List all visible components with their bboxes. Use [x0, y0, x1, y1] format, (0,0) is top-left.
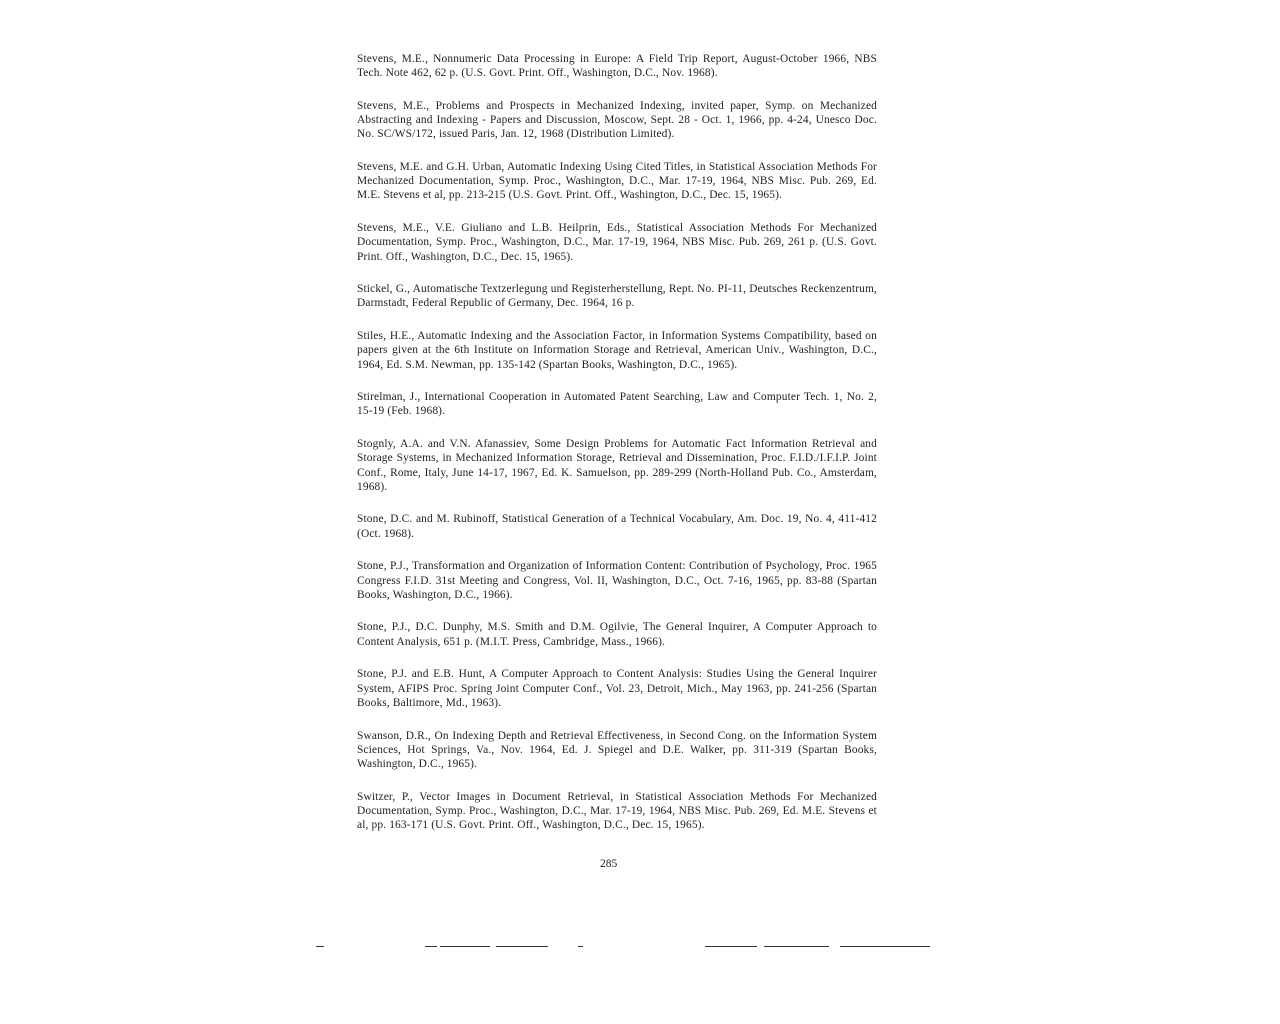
reference-entry: Stevens, M.E. and G.H. Urban, Automatic Indexing Using Cited Titles, in Statistical Association Methods For Mechanized Documentation, Symp. Proc., Washington, D.C., Mar. 17-19, 1964, NBS Misc. Pub. 269, Ed. M.E. Stevens et al, pp. 213-215 (U.S. Govt. Print. Off., Washington, D.C., Dec. 15, 1965). [357, 161, 877, 202]
scan-line [440, 946, 490, 947]
reference-list [357, 52, 877, 851]
reference-entry: Stone, P.J., D.C. Dunphy, M.S. Smith and D.M. Ogilvie, The General Inquirer, A Computer Approach to Content Analysis, 651 p. (M.I.T. Press, Cambridge, Mass., 1966). [357, 621, 877, 648]
reference-entry: Stiles, H.E., Automatic Indexing and the Association Factor, in Information Systems Compatibility, based on papers given at the 6th Institute on Information Storage and Retrieval, American Univ., Washington, D.C., 1964, Ed. S.M. Newman, pp. 135-142 (Spartan Books, Washington, D.C., 1965). [357, 330, 877, 371]
reference-entry: Stone, P.J. and E.B. Hunt, A Computer Approach to Content Analysis: Studies Using the General Inquirer System, AFIPS Proc. Spring Joint Computer Conf., Vol. 23, Detroit, Mich., May 1963, pp. 241-256 (Spartan Books, Baltimore, Md., 1963). [357, 668, 877, 709]
reference-entry: Swanson, D.R., On Indexing Depth and Retrieval Effectiveness, in Second Cong. on the Information System Sciences, Hot Springs, Va., Nov. 1964, Ed. J. Spiegel and D.E. Walker, pp. 311-319 (Spartan Books, Washington, D.C., 1965). [357, 729, 877, 770]
reference-entry: Switzer, P., Vector Images in Document Retrieval, in Statistical Association Methods For Mechanized Documentation, Symp. Proc., Washington, D.C., Mar. 17-19, 1964, NBS Misc. Pub. 269, Ed. M.E. Stevens et al, pp. 163-171 (U.S. Govt. Print. Off., Washington, D.C., Dec. 15, 1965). [357, 790, 877, 832]
reference-entry: Stickel, G., Automatische Textzerlegung und Registerherstellung, Rept. No. PI-11, Deutsches Reckenzentrum, Darmstadt, Federal Republic of Germany, Dec. 1964, 16 p. [357, 283, 877, 310]
reference-entry: Stognly, A.A. and V.N. Afanassiev, Some Design Problems for Automatic Fact Information Retrieval and Storage Systems, in Mechanized Information Storage, Retrieval and Dissemination, Proc. F.I.D./I.F.I.P. Joint Conf., Rome, Italy, June 14-17, 1967, Ed. K. Samuelson, pp. 289-299 (North-Holland Pub. Co., Amsterdam, 1968). [357, 438, 877, 493]
reference-entry: Stevens, M.E., V.E. Giuliano and L.B. Heilprin, Eds., Statistical Association Methods For Mechanized Documentation, Symp. Proc., Washington, D.C., Mar. 17-19, 1964, NBS Misc. Pub. 269, 261 p. (U.S. Govt. Print. Off., Washington, D.C., Dec. 15, 1965). [357, 222, 877, 263]
reference-entry: Stone, P.J., Transformation and Organization of Information Content: Contribution of Psychology, Proc. 1965 Congress F.I.D. 31st Meeting and Congress, Vol. II, Washington, D.C., Oct. 7-16, 1965, pp. 83-88 (Spartan Books, Washington, D.C., 1966). [357, 560, 877, 601]
reference-entry: Stevens, M.E., Problems and Prospects in Mechanized Indexing, invited paper, Symp. on Mechanized Abstracting and Indexing - Papers and Discussion, Moscow, Sept. 28 - Oct. 1, 1966, pp. 4-24, Unesco Doc. No. SC/WS/172, issued Paris, Jan. 12, 1968 (Distribution Limited). [357, 99, 877, 141]
page-number: 285 [600, 858, 618, 870]
scan-line [316, 946, 324, 947]
scan-line [425, 946, 437, 947]
scan-line [764, 946, 829, 947]
scan-line [840, 946, 930, 947]
reference-entry: Stirelman, J., International Cooperation in Automated Patent Searching, Law and Computer Tech. 1, No. 2, 15-19 (Feb. 1968). [357, 391, 877, 418]
scan-line [578, 946, 583, 947]
scan-line [496, 946, 548, 947]
reference-entry: Stone, D.C. and M. Rubinoff, Statistical Generation of a Technical Vocabulary, Am. Doc. 19, No. 4, 411-412 (Oct. 1968). [357, 513, 877, 540]
scan-line [705, 946, 757, 947]
reference-entry: Stevens, M.E., Nonnumeric Data Processing in Europe: A Field Trip Report, August-October 1966, NBS Tech. Note 462, 62 p. (U.S. Govt. Print. Off., Washington, D.C., Nov. 1968). [357, 53, 877, 80]
